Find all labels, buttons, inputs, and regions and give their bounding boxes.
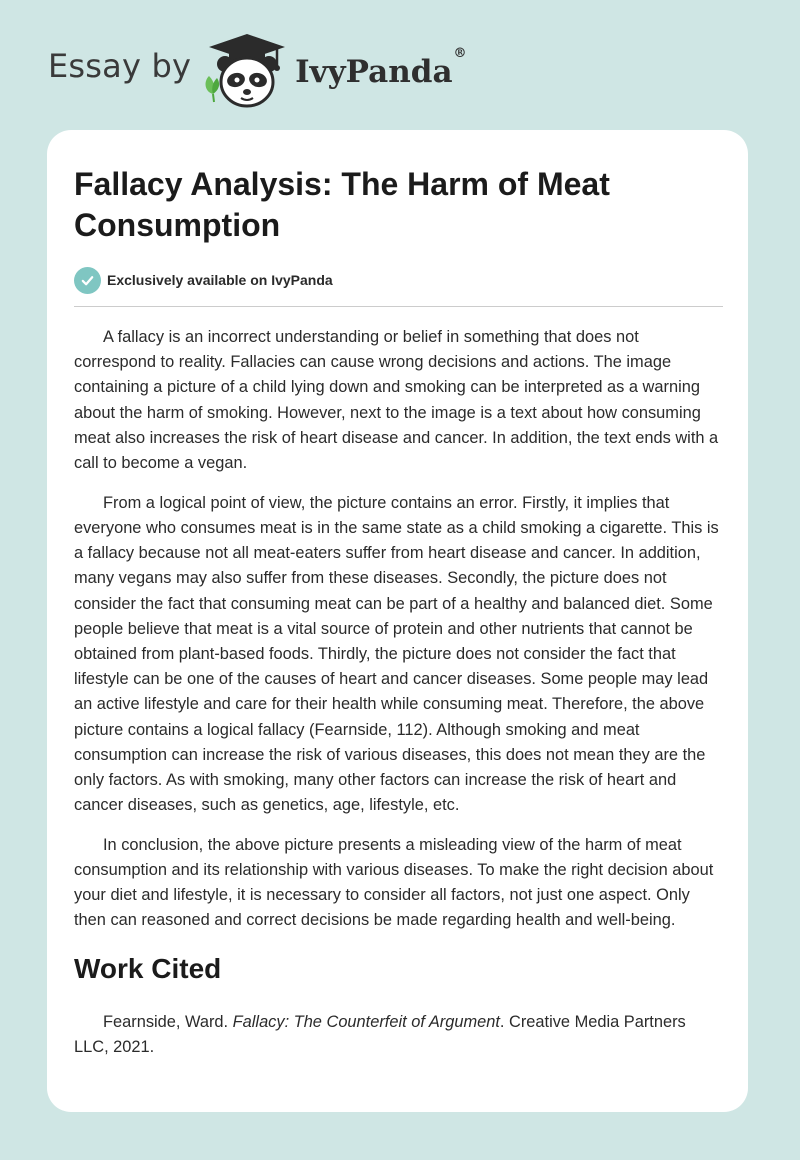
citation-publisher: . Creative Media Partners LLC, 2021. xyxy=(74,1012,686,1056)
brand-name-text: IvyPanda xyxy=(295,54,453,90)
badge-label: Exclusively available on IvyPanda xyxy=(107,272,333,288)
brand-wordmark[interactable] xyxy=(295,45,467,90)
essay-card xyxy=(47,130,748,1112)
citation-title: Fallacy: The Counterfeit of Argument xyxy=(232,1012,500,1031)
panda-graduate-icon[interactable] xyxy=(201,30,293,110)
works-cited-heading: Work Cited xyxy=(74,952,222,984)
page-title: Fallacy Analysis: The Harm of Meat Consumption xyxy=(74,166,610,243)
paragraph: In conclusion, the above picture presents a misleading view of the harm of meat consumption and its relationship with various diseases. To make the right decision about your diet and lifestyle, it is necessary to consider all factors, not just one aspect. Only then can reasoned and correct decisions be made regarding health and well-being. xyxy=(74,835,714,930)
essay-body xyxy=(74,325,722,934)
citation-entry xyxy=(74,1010,724,1060)
paragraph: From a logical point of view, the picture contains an error. Firstly, it implies that everyone who consumes meat is in the same state as a child smoking a cigarette. This is a fallacy because not all meat-eaters suffer from heart disease and cancer. In addition, many vegans may also suffer from these diseases. Secondly, the picture does not consider the fact that consuming meat can be part of a healthy and balanced diet. Some people believe that meat is a vital source of protein and other nutrients that cannot be obtained from plant-based foods. Thirdly, the picture does not consider the fact that lifestyle can be one of the causes of heart and cancer diseases. Some people may lead an active lifestyle and care for their health while consuming meat. Therefore, the above picture contains a logical fallacy (Fearnside, 112). Although smoking and meat consumption can increase the risk of various diseases, this does not mean they are the only factors. As with smoking, many other factors can increase the risk of heart and cancer diseases, such as genetics, age, lifestyle, etc. xyxy=(74,493,719,815)
check-icon xyxy=(74,267,101,294)
exclusive-badge xyxy=(74,266,722,294)
registered-mark: ® xyxy=(453,45,467,61)
paragraph: A fallacy is an incorrect understanding or belief in something that does not correspond to reality. Fallacies can cause wrong decisions and actions. The image containing a picture of a child lying down and smoking can be interpreted as a warning about the harm of smoking. However, next to the image is a text about how consuming meat also increases the risk of heart disease and cancer. In addition, the text ends with a call to become a vegan. xyxy=(74,328,719,473)
divider xyxy=(74,306,723,307)
essay-by-label: Essay by xyxy=(48,47,192,85)
site-header xyxy=(48,30,467,110)
citation-author: Fearnside, Ward. xyxy=(103,1012,233,1031)
